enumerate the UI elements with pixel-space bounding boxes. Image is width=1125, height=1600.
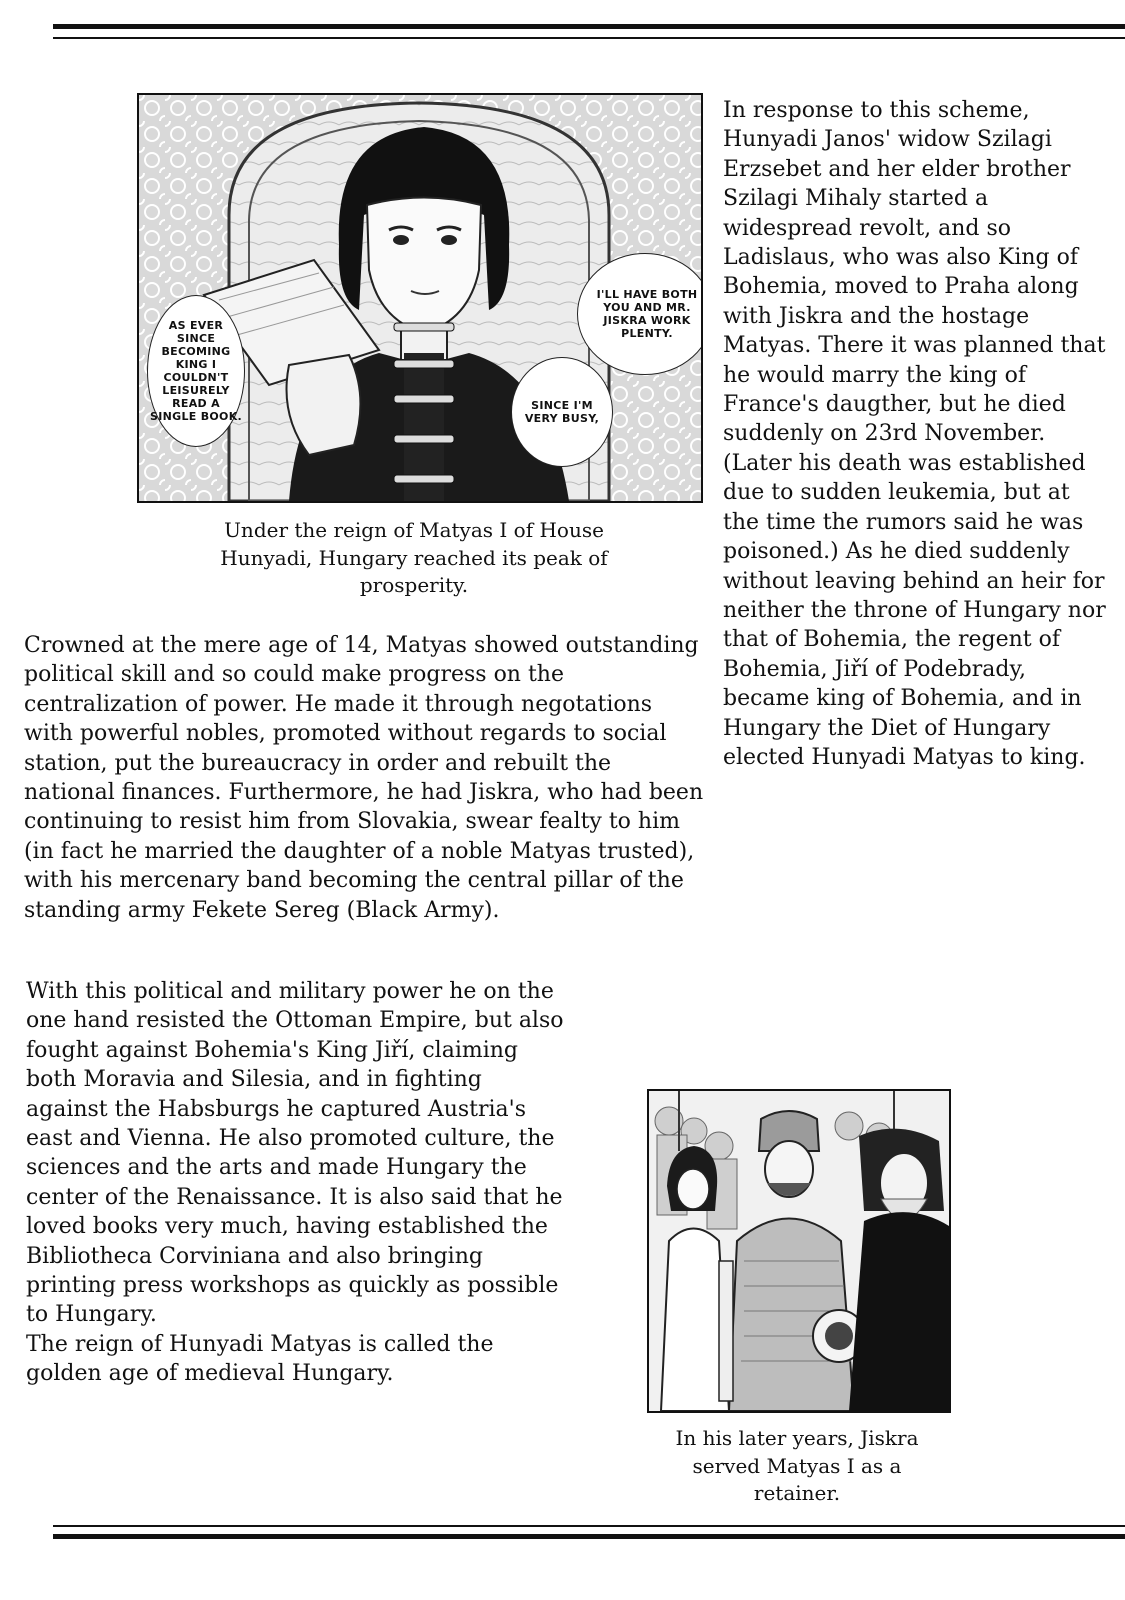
header-rule-thick [53,24,1125,29]
lower-paragraph-2: The reign of Hunyadi Matyas is called the golden age of medieval Hungary. [26,1332,494,1387]
footer-rule-thin [53,1525,1125,1527]
footer-rule-thick [53,1534,1125,1539]
speech-bubble-right-top [577,253,703,375]
speech-bubble-right-bottom [511,357,613,467]
bubble-right-bottom-text: SINCE I'M VERY BUSY, [524,399,600,425]
header-rule-thin [53,37,1125,39]
bottom-panel-caption: In his later years, Jiskra served Matyas I as a retainer. [675,1426,919,1505]
right-column-paragraph: In response to this scheme, Hunyadi Janos' widow Szilagi Erzsebet and her elder brother Szilagi Mihaly started a widespread revolt, and so Ladislaus, who was also King of Bohemia, moved to Praha along with Jiskra and the hostage Matyas. There it was planned that he would marry the king of France's daugther, but he died suddenly on 23rd November. (Later his death was established due to sudden leukemia, but at the time the rumors said he was poisoned.) As he died suddenly without leaving behind an heir for neither the throne of Hungary nor that of Bohemia, the regent of Bohemia, Jiří of Podebrady, became king of Bohemia, and in Hungary the Diet of Hungary elected Hunyadi Matyas to king. [723,98,1106,770]
manga-panel-matyas [137,93,703,503]
speech-bubble-left [147,295,245,447]
lower-paragraph-1: With this political and military power he on the one hand resisted the Ottoman Empire, but also fought against Bohemia's King Jiří, claiming both Moravia and Silesia, and in fighting against the Habsburgs he captured Austria's east and Vienna. He also promoted culture, the sciences and the arts and made Hungary the center of the Renaissance. It is also said that he loved books very much, having established the Bibliotheca Corviniana and also bringing printing press workshops as quickly as possible to Hungary. [26,979,564,1328]
jiskra-illustration [649,1091,949,1411]
manga-panel-jiskra [647,1089,951,1413]
middle-paragraph: Crowned at the mere age of 14, Matyas showed outstanding political skill and so could make progress on the centralization of power. He made it through negotations with powerful nobles, promoted without regards to social station, put the bureaucracy in order and rebuilt the national finances. Furthermore, he had Jiskra, who had been continuing to resist him from Slovakia, swear fealty to him (in fact he married the daughter of a noble Matyas trusted), with his mercenary band becoming the central pillar of the standing army Fekete Sereg (Black Army). [24,633,704,923]
top-panel-caption: Under the reign of Matyas I of House Hunyadi, Hungary reached its peak of prosperity. [220,518,608,597]
bubble-left-text: AS EVER SINCE BECOMING KING I COULDN'T LEISURELY READ A SINGLE BOOK. [150,319,242,423]
bubble-right-top-text: I'LL HAVE BOTH YOU AND MR. JISKRA WORK PLENTY. [596,288,698,340]
